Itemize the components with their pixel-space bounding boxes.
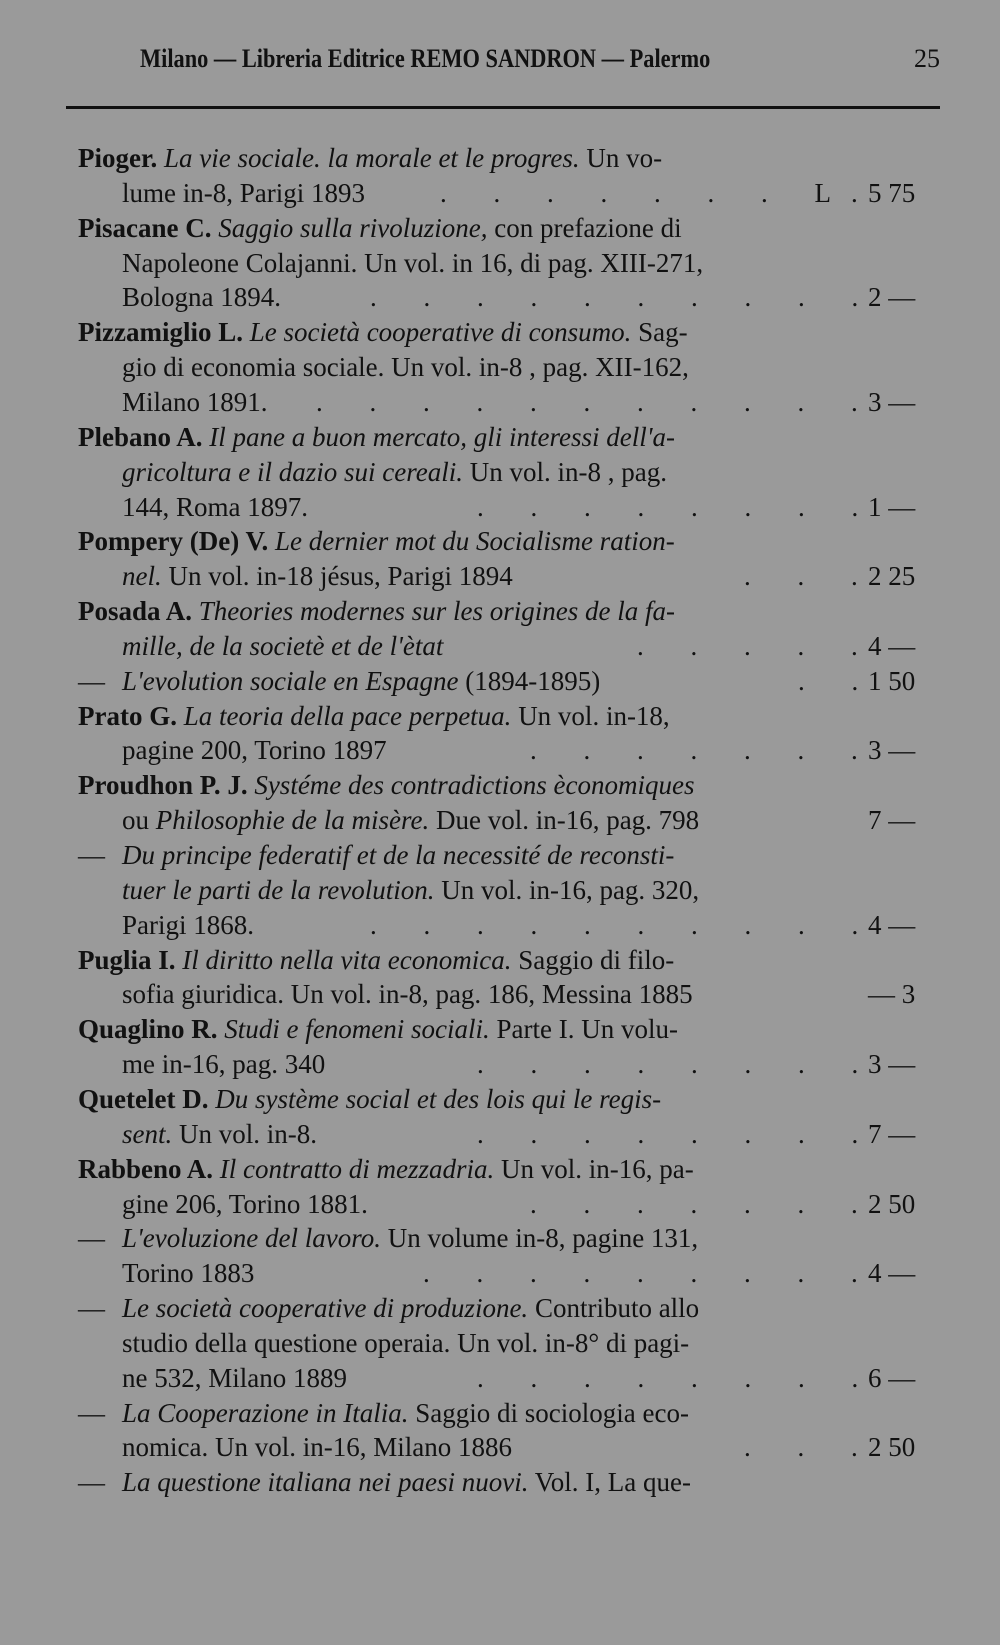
entry-text: [122, 1116, 317, 1152]
author-name: Pioger.: [78, 143, 158, 173]
entry-text: [122, 175, 365, 211]
catalog-entry-line: [0, 593, 1000, 629]
catalog-continuation-line: [0, 802, 1000, 838]
work-title: nel.: [122, 561, 162, 592]
ditto-dash: —: [78, 840, 105, 870]
entry-text: [78, 1081, 661, 1117]
entry-text: [78, 593, 675, 629]
catalog-entry-line: [0, 767, 1000, 803]
work-title: Il contratto di mezzadria.: [219, 1153, 495, 1184]
work-title: L'evoluzione del lavoro.: [122, 1223, 381, 1254]
catalog-continuation-line: [0, 175, 1000, 211]
price: 1 50: [868, 665, 916, 696]
catalog-continuation-line: [0, 1046, 1000, 1082]
entry-text: [122, 628, 443, 664]
catalog-continuation-line: [0, 1464, 1000, 1500]
price: 5 75: [868, 177, 916, 208]
price: 7 —: [868, 1118, 916, 1149]
entry-text: [122, 279, 281, 315]
leader-dots: . . . . .: [637, 630, 878, 661]
ditto-dash: —: [78, 1467, 105, 1498]
price: 3 —: [868, 386, 916, 417]
leader-dots: . . . . . . . . .: [423, 1258, 878, 1289]
entry-text: [78, 942, 674, 978]
entry-text: [122, 663, 600, 699]
catalog-entry-line: [0, 210, 1000, 246]
price: — 3: [868, 979, 916, 1010]
leader-dots: . .: [798, 665, 879, 696]
entry-detail: con prefazione di: [494, 212, 682, 243]
ditto-dash: —: [78, 1293, 105, 1324]
catalog-continuation-line: [0, 384, 1000, 420]
price: 2 —: [868, 282, 916, 313]
entry-text: [122, 1429, 512, 1465]
catalog-continuation-line: [0, 1290, 1000, 1326]
entry-text: [122, 1186, 368, 1222]
leader-dots: . . . . . . .: [530, 1188, 878, 1219]
entry-detail: gio di economia sociale. Un vol. in-8 , pag. XII-162,: [122, 352, 689, 383]
entry-detail: Milano 1891.: [122, 386, 268, 417]
work-title: Du système social et des lois qui le regis-: [215, 1083, 662, 1114]
entry-detail: (1894-1895): [465, 665, 601, 696]
catalog-continuation-line: [0, 1255, 1000, 1291]
work-title: tuer le parti de la revolution.: [122, 874, 435, 905]
catalog-continuation-line: [0, 245, 1000, 281]
author-name: Posada A.: [78, 596, 193, 627]
work-title: Le dernier mot du Socialisme ration-: [274, 526, 675, 557]
work-title: Il pane a buon mercato, gli interessi dell'a-: [209, 421, 675, 452]
leader-dots: . . . . . . . .: [477, 1049, 879, 1080]
catalog-entry-line: [0, 523, 1000, 559]
entry-text: [122, 1255, 254, 1291]
page-header: [140, 44, 940, 74]
entry-text: [122, 1046, 325, 1082]
entry-detail: Bologna 1894.: [122, 282, 281, 313]
leader-dots: . . . . . . . L.: [440, 177, 878, 208]
leader-dots: . . . . . . . . . .: [370, 282, 879, 313]
entry-detail: Torino 1883: [122, 1258, 255, 1289]
catalog-continuation-line: [0, 907, 1000, 943]
price: 2 50: [868, 1432, 916, 1463]
entry-detail: Saggio di filo-: [518, 944, 675, 975]
entry-text: [78, 210, 682, 246]
entry-text: [122, 245, 703, 281]
catalog-entry-line: [0, 1011, 1000, 1047]
entry-text: [122, 872, 699, 908]
entry-detail: Un volume in-8, pagine 131,: [387, 1223, 699, 1254]
author-name: Quetelet D.: [78, 1083, 209, 1114]
entry-text: [122, 454, 667, 490]
entry-text: [122, 349, 689, 385]
leader-dots: . . . . . . . . . .: [370, 909, 879, 940]
catalog-continuation-line: [0, 454, 1000, 490]
entry-text: [78, 1151, 694, 1187]
entry-detail: Saggio di sociologia eco-: [415, 1397, 689, 1428]
entry-detail: Un vol. in-18,: [518, 700, 670, 731]
catalog-continuation-line: [0, 837, 1000, 873]
entry-detail: Un vol. in-16, pag. 320,: [441, 874, 700, 905]
work-title: Saggio sulla rivoluzione,: [218, 212, 488, 243]
price: 3 —: [868, 735, 916, 766]
work-title: gricoltura e il dazio sui cereali.: [122, 456, 463, 487]
catalog-entry-line: [0, 942, 1000, 978]
ditto-dash: —: [78, 1223, 105, 1254]
author-name: Pizzamiglio L.: [78, 317, 243, 348]
entry-detail: gine 206, Torino 1881.: [122, 1188, 368, 1219]
catalog-continuation-line: [0, 489, 1000, 525]
leader-dots: . . .: [744, 1432, 878, 1463]
entry-detail: nomica. Un vol. in-16, Milano 1886: [122, 1432, 512, 1463]
entry-text: [78, 698, 670, 734]
work-title: Theories modernes sur les origines de la fa-: [198, 596, 675, 627]
catalog-continuation-line: [0, 628, 1000, 664]
entry-detail: 144, Roma 1897.: [122, 491, 308, 522]
entry-text: [78, 523, 675, 559]
work-title: Du principe federatif et de la necessité de reconsti-: [122, 840, 675, 870]
author-name: Pompery (De) V.: [78, 526, 269, 557]
entry-text: [122, 837, 674, 873]
entry-text: [122, 732, 387, 768]
entry-detail: Un vol. in-16, pa-: [501, 1153, 694, 1184]
price: 4 —: [868, 909, 916, 940]
work-title: La teoria della pace perpetua.: [183, 700, 512, 731]
price: 3 —: [868, 1049, 916, 1080]
entry-text: [78, 419, 675, 455]
entry-detail: ou: [122, 805, 149, 836]
author-name: Puglia I.: [78, 944, 176, 975]
catalog-continuation-line: [0, 349, 1000, 385]
entry-detail: Parigi 1868.: [122, 909, 254, 940]
catalog-continuation-line: [0, 1325, 1000, 1361]
entry-detail: me in-16, pag. 340: [122, 1049, 326, 1080]
catalog-continuation-line: [0, 872, 1000, 908]
entry-detail: Contributo allo: [534, 1293, 700, 1324]
leader-dots: . . . . . . . .: [477, 1118, 879, 1149]
entry-detail: Un vol. in-8.: [179, 1118, 317, 1149]
author-name: Plebano A.: [78, 421, 203, 452]
entry-detail: Sag-: [638, 317, 688, 348]
leader-dots: . . . . . . . .: [477, 1362, 879, 1393]
work-title: mille, de la societè et de l'ètat: [122, 630, 444, 661]
work-title: Systéme des contradictions èconomiques: [254, 770, 695, 801]
catalog-entry-line: [0, 419, 1000, 455]
entry-detail: Un vol. in-18 jésus, Parigi 1894: [168, 561, 513, 592]
ditto-dash: —: [78, 665, 105, 696]
price: 1 —: [868, 491, 916, 522]
entry-text: [78, 140, 662, 176]
work-title: Studi e fenomeni sociali.: [224, 1014, 490, 1045]
catalog-continuation-line: [0, 1429, 1000, 1465]
catalog-continuation-line: [0, 976, 1000, 1012]
entry-text: [122, 907, 254, 943]
entry-detail: Un vo-: [586, 143, 663, 173]
entry-text: [122, 558, 513, 594]
entry-detail: pagine 200, Torino 1897: [122, 735, 387, 766]
work-title: Philosophie de la misère.: [155, 805, 430, 836]
catalog-entry-line: [0, 314, 1000, 350]
catalog-continuation-line: [0, 558, 1000, 594]
author-name: Proudhon P. J.: [78, 770, 248, 801]
author-name: Quaglino R.: [78, 1014, 218, 1045]
entry-detail: studio della questione operaia. Un vol. in-8° di pagi-: [122, 1327, 690, 1358]
entry-detail: lume in-8, Parigi 1893: [122, 177, 365, 208]
price: 7 —: [868, 805, 916, 836]
work-title: La questione italiana nei paesi nuovi.: [122, 1467, 529, 1498]
header-rule: [66, 106, 940, 109]
catalog-continuation-line: [0, 279, 1000, 315]
entry-detail: Due vol. in-16, pag. 798: [435, 805, 700, 836]
ditto-dash: —: [78, 1397, 105, 1428]
catalog-continuation-line: [0, 1186, 1000, 1222]
entry-text: [122, 1464, 691, 1500]
author-name: Rabbeno A.: [78, 1153, 214, 1184]
entry-text: [122, 1325, 689, 1361]
entry-text: [122, 802, 699, 838]
catalog-entry-line: [0, 1081, 1000, 1117]
entry-text: [78, 1011, 678, 1047]
price: 2 25: [868, 561, 916, 592]
entry-text: [122, 1360, 347, 1396]
entry-detail: Vol. I, La que-: [534, 1467, 691, 1498]
catalog-continuation-line: [0, 663, 1000, 699]
price: 4 —: [868, 630, 916, 661]
entry-detail: Parte I. Un volu-: [496, 1014, 678, 1045]
running-title: Milano — Libreria Editrice REMO SANDRON — Palermo: [140, 44, 711, 73]
entry-text: [122, 489, 308, 525]
entry-detail: Un vol. in-8 , pag.: [469, 456, 667, 487]
entry-text: [122, 1395, 689, 1431]
catalog-entry-line: [0, 1151, 1000, 1187]
price: 2 50: [868, 1188, 916, 1219]
entry-detail: ne 532, Milano 1889: [122, 1362, 347, 1393]
work-title: L'evolution sociale en Espagne: [122, 665, 459, 696]
catalog-continuation-line: [0, 1360, 1000, 1396]
catalog-continuation-line: [0, 1220, 1000, 1256]
entry-text: [122, 1290, 699, 1326]
leader-dots: . . .: [744, 561, 878, 592]
entry-text: [122, 1220, 698, 1256]
catalog-continuation-line: [0, 1395, 1000, 1431]
catalog-entry-line: [0, 140, 1000, 176]
entry-detail: sofia giuridica. Un vol. in-8, pag. 186, Messina 1885: [122, 979, 693, 1010]
catalog-continuation-line: [0, 1116, 1000, 1152]
entry-text: [122, 384, 268, 420]
work-title: Le società cooperative di produzione.: [122, 1293, 529, 1324]
author-name: Prato G.: [78, 700, 177, 731]
work-title: sent.: [122, 1118, 173, 1149]
entry-text: [122, 976, 693, 1012]
leader-dots: . . . . . . . .: [477, 491, 879, 522]
price: 6 —: [868, 1362, 916, 1393]
price: 4 —: [868, 1258, 916, 1289]
leader-dots: . . . . . . . . . . .: [316, 386, 878, 417]
author-name: Pisacane C.: [78, 212, 212, 243]
work-title: Il diritto nella vita economica.: [182, 944, 512, 975]
work-title: La vie sociale. la morale et le progres.: [163, 143, 580, 173]
entry-text: [78, 767, 694, 803]
entry-text: [78, 314, 688, 350]
work-title: Le società cooperative di consumo.: [249, 317, 632, 348]
page-number: 25: [914, 44, 940, 73]
work-title: La Cooperazione in Italia.: [122, 1397, 409, 1428]
catalog-continuation-line: [0, 732, 1000, 768]
entry-detail: Napoleone Colajanni. Un vol. in 16, di pag. XIII-271,: [122, 247, 704, 278]
leader-dots: . . . . . . .: [530, 735, 878, 766]
catalog-entry-line: [0, 698, 1000, 734]
